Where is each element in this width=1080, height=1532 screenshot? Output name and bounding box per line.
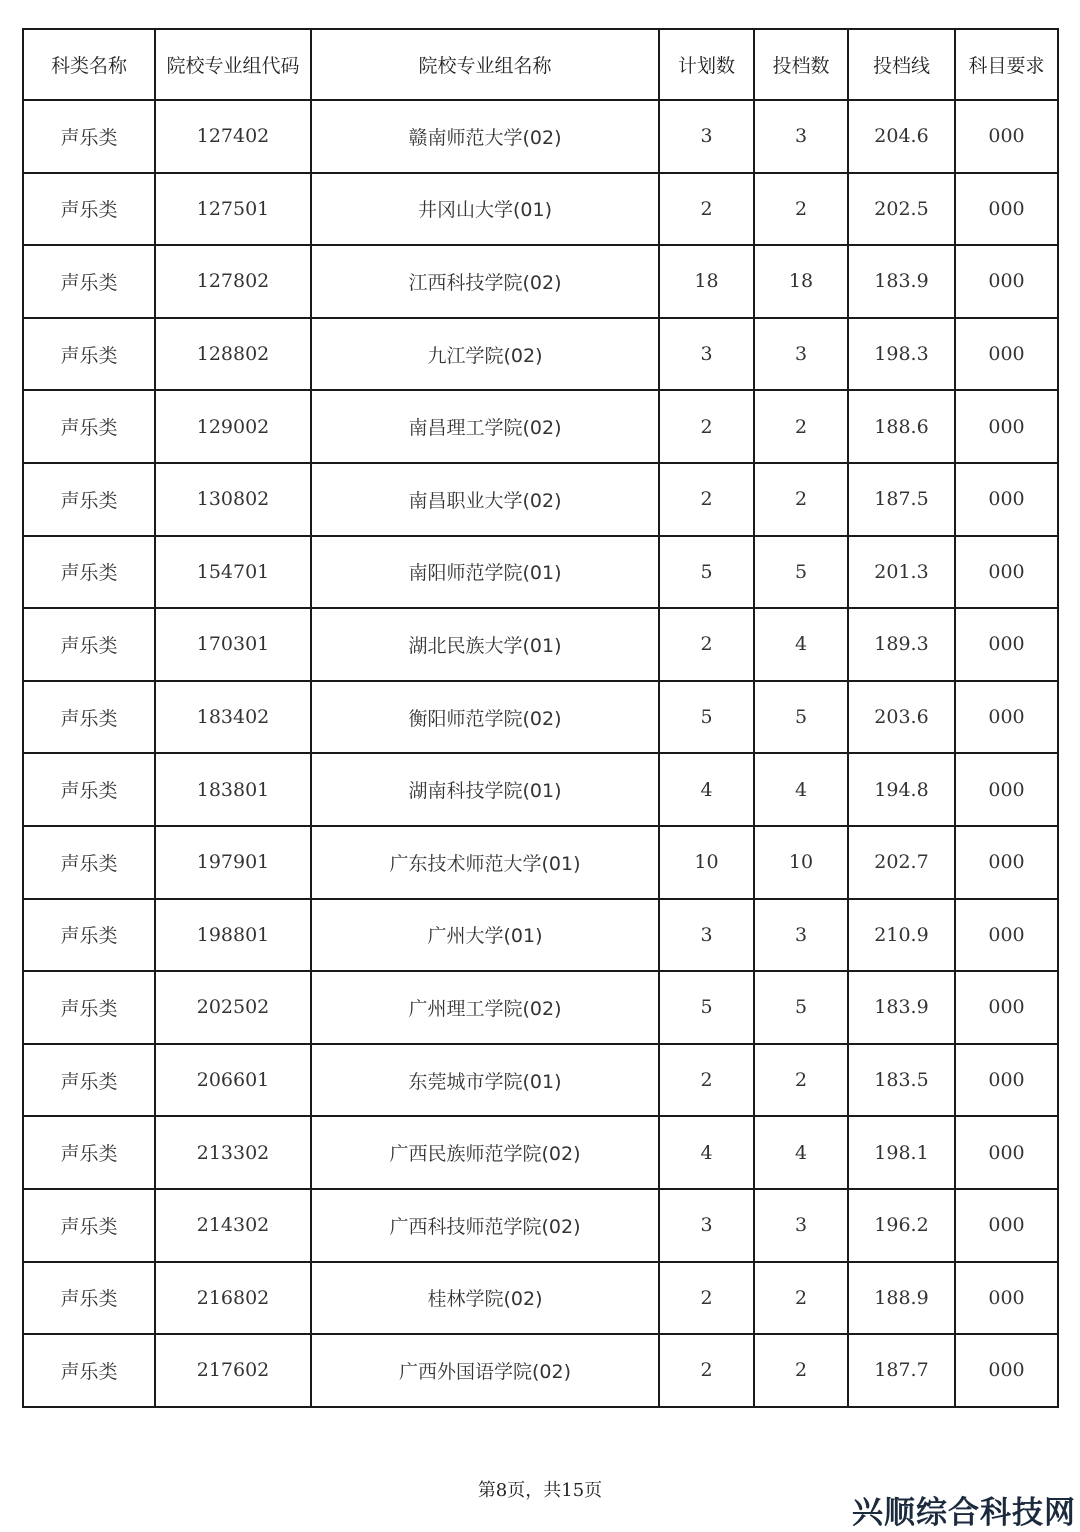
- cell-submitted: 2: [754, 390, 848, 463]
- cell-name: 湖北民族大学(01): [311, 608, 659, 681]
- cell-submitted: 2: [754, 463, 848, 536]
- cell-code: 216802: [155, 1262, 311, 1335]
- table-row: [23, 1334, 1058, 1407]
- cell-plan: 3: [659, 899, 754, 972]
- table-row: [23, 463, 1058, 536]
- admission-table: [22, 28, 1059, 1408]
- cell-plan: 5: [659, 681, 754, 754]
- table-row: [23, 971, 1058, 1044]
- cell-code: 154701: [155, 536, 311, 609]
- cell-subject-req: 000: [955, 608, 1058, 681]
- cell-category: 声乐类: [23, 608, 155, 681]
- cell-name: 南昌职业大学(02): [311, 463, 659, 536]
- header-submitted: 投档数: [754, 29, 848, 100]
- cell-category: 声乐类: [23, 1334, 155, 1407]
- cell-name: 广西民族师范学院(02): [311, 1116, 659, 1189]
- cell-submitted: 4: [754, 608, 848, 681]
- cell-name: 东莞城市学院(01): [311, 1044, 659, 1117]
- cell-submitted: 4: [754, 1116, 848, 1189]
- table-row: [23, 826, 1058, 899]
- cell-name: 井冈山大学(01): [311, 173, 659, 246]
- cell-plan: 3: [659, 1189, 754, 1262]
- table-row: [23, 100, 1058, 173]
- cell-category: 声乐类: [23, 390, 155, 463]
- header-category: 科类名称: [23, 29, 155, 100]
- cell-plan: 2: [659, 1262, 754, 1335]
- cell-code: 214302: [155, 1189, 311, 1262]
- cell-category: 声乐类: [23, 536, 155, 609]
- cell-plan: 2: [659, 1334, 754, 1407]
- cell-plan: 3: [659, 318, 754, 391]
- cell-subject-req: 000: [955, 173, 1058, 246]
- cell-code: 197901: [155, 826, 311, 899]
- cell-name: 九江学院(02): [311, 318, 659, 391]
- cell-submitted: 10: [754, 826, 848, 899]
- cell-cutoff: 202.7: [848, 826, 955, 899]
- cell-cutoff: 183.9: [848, 245, 955, 318]
- cell-code: 183801: [155, 753, 311, 826]
- table-row: [23, 318, 1058, 391]
- cell-subject-req: 000: [955, 1044, 1058, 1117]
- cell-submitted: 2: [754, 173, 848, 246]
- table-row: [23, 173, 1058, 246]
- cell-category: 声乐类: [23, 826, 155, 899]
- cell-category: 声乐类: [23, 318, 155, 391]
- cell-code: 127802: [155, 245, 311, 318]
- cell-cutoff: 188.6: [848, 390, 955, 463]
- cell-submitted: 2: [754, 1262, 848, 1335]
- table-header-row: [23, 29, 1058, 100]
- cell-submitted: 3: [754, 1189, 848, 1262]
- cell-name: 广西科技师范学院(02): [311, 1189, 659, 1262]
- cell-subject-req: 000: [955, 681, 1058, 754]
- cell-name: 南昌理工学院(02): [311, 390, 659, 463]
- cell-name: 赣南师范大学(02): [311, 100, 659, 173]
- cell-cutoff: 189.3: [848, 608, 955, 681]
- table-row: [23, 1044, 1058, 1117]
- site-watermark: 兴顺综合科技网: [852, 1495, 1076, 1531]
- cell-subject-req: 000: [955, 390, 1058, 463]
- cell-cutoff: 204.6: [848, 100, 955, 173]
- cell-submitted: 5: [754, 681, 848, 754]
- header-code: 院校专业组代码: [155, 29, 311, 100]
- cell-name: 衡阳师范学院(02): [311, 681, 659, 754]
- cell-code: 213302: [155, 1116, 311, 1189]
- header-cutoff: 投档线: [848, 29, 955, 100]
- cell-category: 声乐类: [23, 899, 155, 972]
- cell-cutoff: 201.3: [848, 536, 955, 609]
- cell-category: 声乐类: [23, 753, 155, 826]
- cell-cutoff: 198.3: [848, 318, 955, 391]
- cell-plan: 5: [659, 971, 754, 1044]
- header-name: 院校专业组名称: [311, 29, 659, 100]
- cell-submitted: 5: [754, 971, 848, 1044]
- cell-category: 声乐类: [23, 100, 155, 173]
- page-number: 第8页，共15页: [477, 1480, 603, 1501]
- cell-name: 湖南科技学院(01): [311, 753, 659, 826]
- cell-cutoff: 210.9: [848, 899, 955, 972]
- cell-cutoff: 196.2: [848, 1189, 955, 1262]
- header-subject-req: 科目要求: [955, 29, 1058, 100]
- cell-code: 127501: [155, 173, 311, 246]
- table-row: [23, 245, 1058, 318]
- cell-category: 声乐类: [23, 463, 155, 536]
- cell-submitted: 3: [754, 100, 848, 173]
- cell-cutoff: 183.5: [848, 1044, 955, 1117]
- cell-name: 广州理工学院(02): [311, 971, 659, 1044]
- cell-plan: 5: [659, 536, 754, 609]
- cell-code: 170301: [155, 608, 311, 681]
- cell-name: 广西外国语学院(02): [311, 1334, 659, 1407]
- cell-category: 声乐类: [23, 173, 155, 246]
- cell-subject-req: 000: [955, 971, 1058, 1044]
- cell-subject-req: 000: [955, 1116, 1058, 1189]
- cell-name: 广东技术师范大学(01): [311, 826, 659, 899]
- cell-code: 183402: [155, 681, 311, 754]
- table-row: [23, 753, 1058, 826]
- cell-code: 198801: [155, 899, 311, 972]
- cell-subject-req: 000: [955, 899, 1058, 972]
- cell-plan: 18: [659, 245, 754, 318]
- cell-plan: 3: [659, 100, 754, 173]
- cell-plan: 4: [659, 1116, 754, 1189]
- cell-category: 声乐类: [23, 681, 155, 754]
- cell-code: 217602: [155, 1334, 311, 1407]
- cell-subject-req: 000: [955, 1334, 1058, 1407]
- cell-subject-req: 000: [955, 753, 1058, 826]
- cell-submitted: 2: [754, 1334, 848, 1407]
- cell-subject-req: 000: [955, 1189, 1058, 1262]
- table-row: [23, 681, 1058, 754]
- cell-cutoff: 183.9: [848, 971, 955, 1044]
- cell-subject-req: 000: [955, 463, 1058, 536]
- cell-submitted: 3: [754, 899, 848, 972]
- cell-plan: 2: [659, 390, 754, 463]
- cell-code: 128802: [155, 318, 311, 391]
- cell-subject-req: 000: [955, 826, 1058, 899]
- cell-subject-req: 000: [955, 536, 1058, 609]
- cell-subject-req: 000: [955, 100, 1058, 173]
- cell-plan: 10: [659, 826, 754, 899]
- cell-category: 声乐类: [23, 1116, 155, 1189]
- table-row: [23, 1189, 1058, 1262]
- cell-submitted: 3: [754, 318, 848, 391]
- cell-cutoff: 188.9: [848, 1262, 955, 1335]
- cell-code: 202502: [155, 971, 311, 1044]
- cell-name: 桂林学院(02): [311, 1262, 659, 1335]
- cell-name: 广州大学(01): [311, 899, 659, 972]
- admission-table-container: [22, 28, 1057, 1408]
- table-row: [23, 899, 1058, 972]
- cell-submitted: 2: [754, 1044, 848, 1117]
- table-body: [23, 100, 1058, 1407]
- cell-name: 南阳师范学院(01): [311, 536, 659, 609]
- cell-subject-req: 000: [955, 1262, 1058, 1335]
- cell-category: 声乐类: [23, 1262, 155, 1335]
- cell-subject-req: 000: [955, 318, 1058, 391]
- cell-category: 声乐类: [23, 1189, 155, 1262]
- cell-name: 江西科技学院(02): [311, 245, 659, 318]
- cell-plan: 4: [659, 753, 754, 826]
- cell-subject-req: 000: [955, 245, 1058, 318]
- cell-cutoff: 202.5: [848, 173, 955, 246]
- cell-category: 声乐类: [23, 245, 155, 318]
- cell-plan: 2: [659, 173, 754, 246]
- cell-cutoff: 194.8: [848, 753, 955, 826]
- table-row: [23, 390, 1058, 463]
- cell-cutoff: 187.7: [848, 1334, 955, 1407]
- cell-plan: 2: [659, 463, 754, 536]
- cell-submitted: 5: [754, 536, 848, 609]
- table-row: [23, 1116, 1058, 1189]
- header-plan: 计划数: [659, 29, 754, 100]
- table-row: [23, 536, 1058, 609]
- table-row: [23, 608, 1058, 681]
- cell-category: 声乐类: [23, 971, 155, 1044]
- cell-code: 129002: [155, 390, 311, 463]
- cell-submitted: 18: [754, 245, 848, 318]
- cell-code: 127402: [155, 100, 311, 173]
- cell-code: 130802: [155, 463, 311, 536]
- cell-cutoff: 203.6: [848, 681, 955, 754]
- cell-category: 声乐类: [23, 1044, 155, 1117]
- cell-code: 206601: [155, 1044, 311, 1117]
- cell-plan: 2: [659, 1044, 754, 1117]
- cell-submitted: 4: [754, 753, 848, 826]
- cell-plan: 2: [659, 608, 754, 681]
- cell-cutoff: 187.5: [848, 463, 955, 536]
- table-row: [23, 1262, 1058, 1335]
- cell-cutoff: 198.1: [848, 1116, 955, 1189]
